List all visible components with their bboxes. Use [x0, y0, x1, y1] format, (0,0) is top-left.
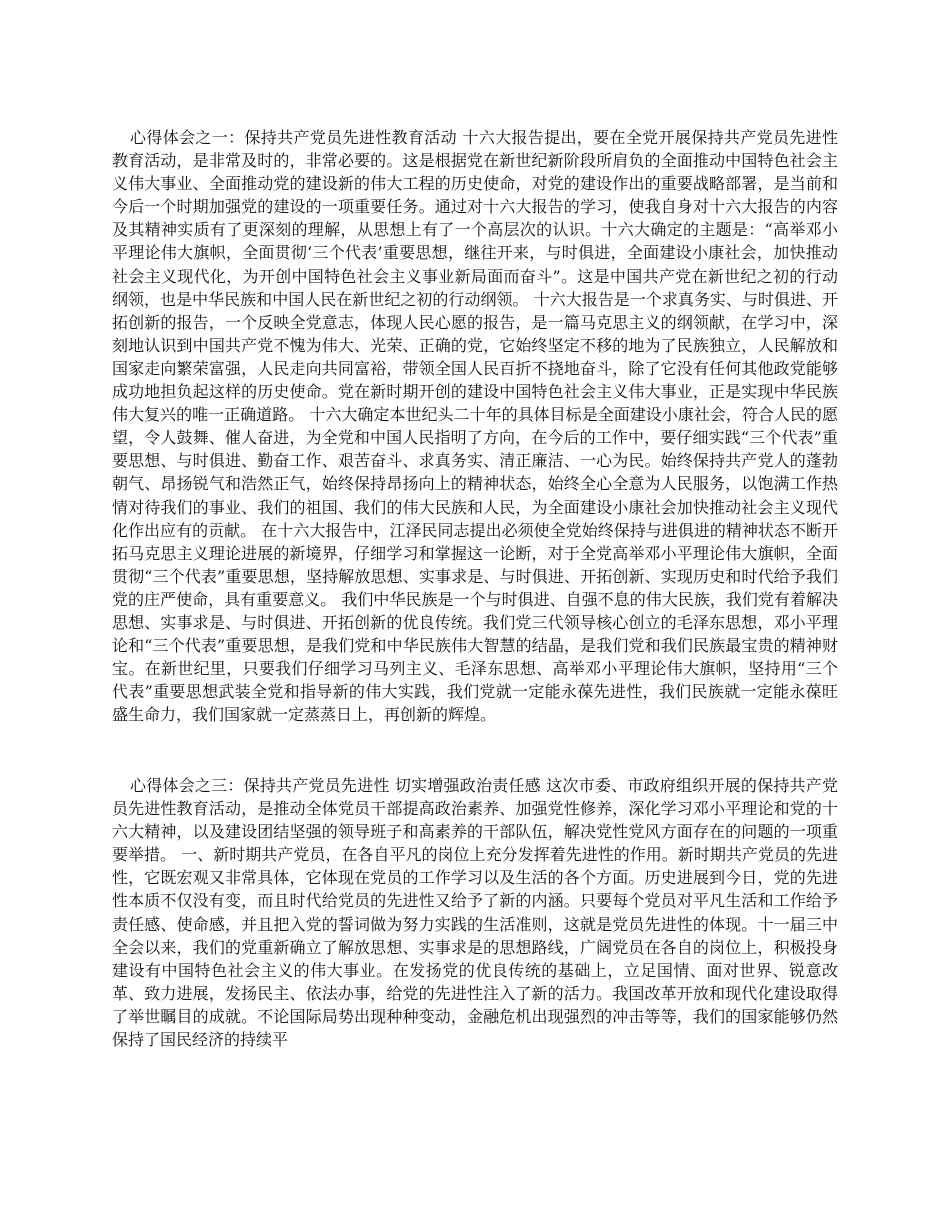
paragraph-reflection-three: 心得体会之三：保持共产党员先进性 切实增强政治责任感 这次市委、市政府组织开展的保持共产党员先进性教育活动，是推动全体党员干部提高政治素养、加强党性修养，深化学习邓小平理论和党的十六大精神，以及建设团结坚强的领导班子和高素养的干部队伍，解决党性党风方面存在的问题的一项重要举措。 一、新时期共产党员，在各自平凡的岗位上充分发挥着先进性的作用。新时期共产党员的先进性，它既宏观又非常具体，它体现在党员的工作学习以及生活的各个方面。历史进展到今日，党的先进性本质不仅没有变，而且时代给党员的先进性又给予了新的内涵。只要每个党员对平凡生活和工作给予责任感、使命感，并且把入党的誓词做为努力实践的生活准则，这就是党员先进性的体现。十一届三中全会以来，我们的党重新确立了解放思想、实事求是的思想路线，广阔党员在各自的岗位上，积极投身建设有中国特色社会主义的伟大事业。在发扬党的优良传统的基础上，立足国情、面对世界、锐意改革、致力进展，发扬民主、依法办事，给党的先进性注入了新的活力。我国改革开放和现代化建设取得了举世瞩目的成就。不论国际局势出现种种变动，金融危机出现强烈的冲击等等，我们的国家能够仍然保持了国民经济的持续平 — [112, 776, 838, 1050]
paragraph-reflection-one: 心得体会之一：保持共产党员先进性教育活动 十六大报告提出，要在全党开展保持共产党员先进性教育活动，是非常及时的，非常必要的。这是根据党在新世纪新阶段所肩负的全面推动中国特色社会主义伟大事业、全面推动党的建设新的伟大工程的历史使命，对党的建设作出的重要战略部署，是当前和今后一个时期加强党的建设的一项重要任务。通过对十六大报告的学习，使我自身对十六大报告的内容及其精神实质有了更深刻的理解，从思想上有了一个高层次的认识。十六大确定的主题是：“高举邓小平理论伟大旗帜，全面贯彻‘三个代表’重要思想，继往开来，与时俱进，全面建设小康社会，加快推动社会主义现代化，为开创中国特色社会主义事业新局面而奋斗”。这是中国共产党在新世纪之初的行动纲领，也是中华民族和中国人民在新世纪之初的行动纲领。 十六大报告是一个求真务实、与时俱进、开拓创新的报告，一个反映全党意志，体现人民心愿的报告，是一篇马克思主义的纲领献，在学习中，深刻地认识到中国共产党不愧为伟大、光荣、正确的党，它始终坚定不移的地为了民族独立，人民解放和国家走向繁荣富强，人民走向共同富裕，带领全国人民百折不挠地奋斗，除了它没有任何其他政党能够成功地担负起这样的历史使命。党在新时期开创的建设中国特色社会主义伟大事业，正是实现中华民族伟大复兴的唯一正确道路。 十六大确定本世纪头二十年的具体目标是全面建设小康社会，符合人民的愿望，令人鼓舞、催人奋进，为全党和中国人民指明了方向，在今后的工作中，要仔细实践“三个代表”重要思想、与时俱进、勤奋工作、艰苦奋斗、求真务实、清正廉洁、一心为民。始终保持共产党人的蓬勃朝气、昂扬锐气和浩然正气，始终保持昂扬向上的精神状态，始终全心全意为人民服务，以饱满工作热情对待我们的事业、我们的祖国、我们的伟大民族和人民，为全面建设小康社会加快推动社会主义现代化作出应有的贡献。 在十六大报告中，江泽民同志提出必须使全党始终保持与进俱进的精神状态不断开拓马克思主义理论进展的新境界，仔细学习和掌握这一论断，对于全党高举邓小平理论伟大旗帜，全面贯彻“三个代表”重要思想，坚持解放思想、实事求是、与时俱进、开拓创新、实现历史和时代给予我们党的庄严使命，具有重要意义。 我们中华民族是一个与时俱进、自强不息的伟大民族，我们党有着解决思想、实事求是、与时俱进、开拓创新的优良传统。我们党三代领导核心创立的毛泽东思想，邓小平理论和“三个代表”重要思想，是我们党和中华民族伟大智慧的结晶，是我们党和我们民族最宝贵的精神财宝。在新世纪里，只要我们仔细学习马列主义、毛泽东思想、高举邓小平理论伟大旗帜，坚持用“三个代表”重要思想武装全党和指导新的伟大实践，我们党就一定能永葆先进性，我们民族就一定能永葆旺盛生命力，我们国家就一定蒸蒸日上，再创新的辉煌。 — [112, 128, 838, 725]
